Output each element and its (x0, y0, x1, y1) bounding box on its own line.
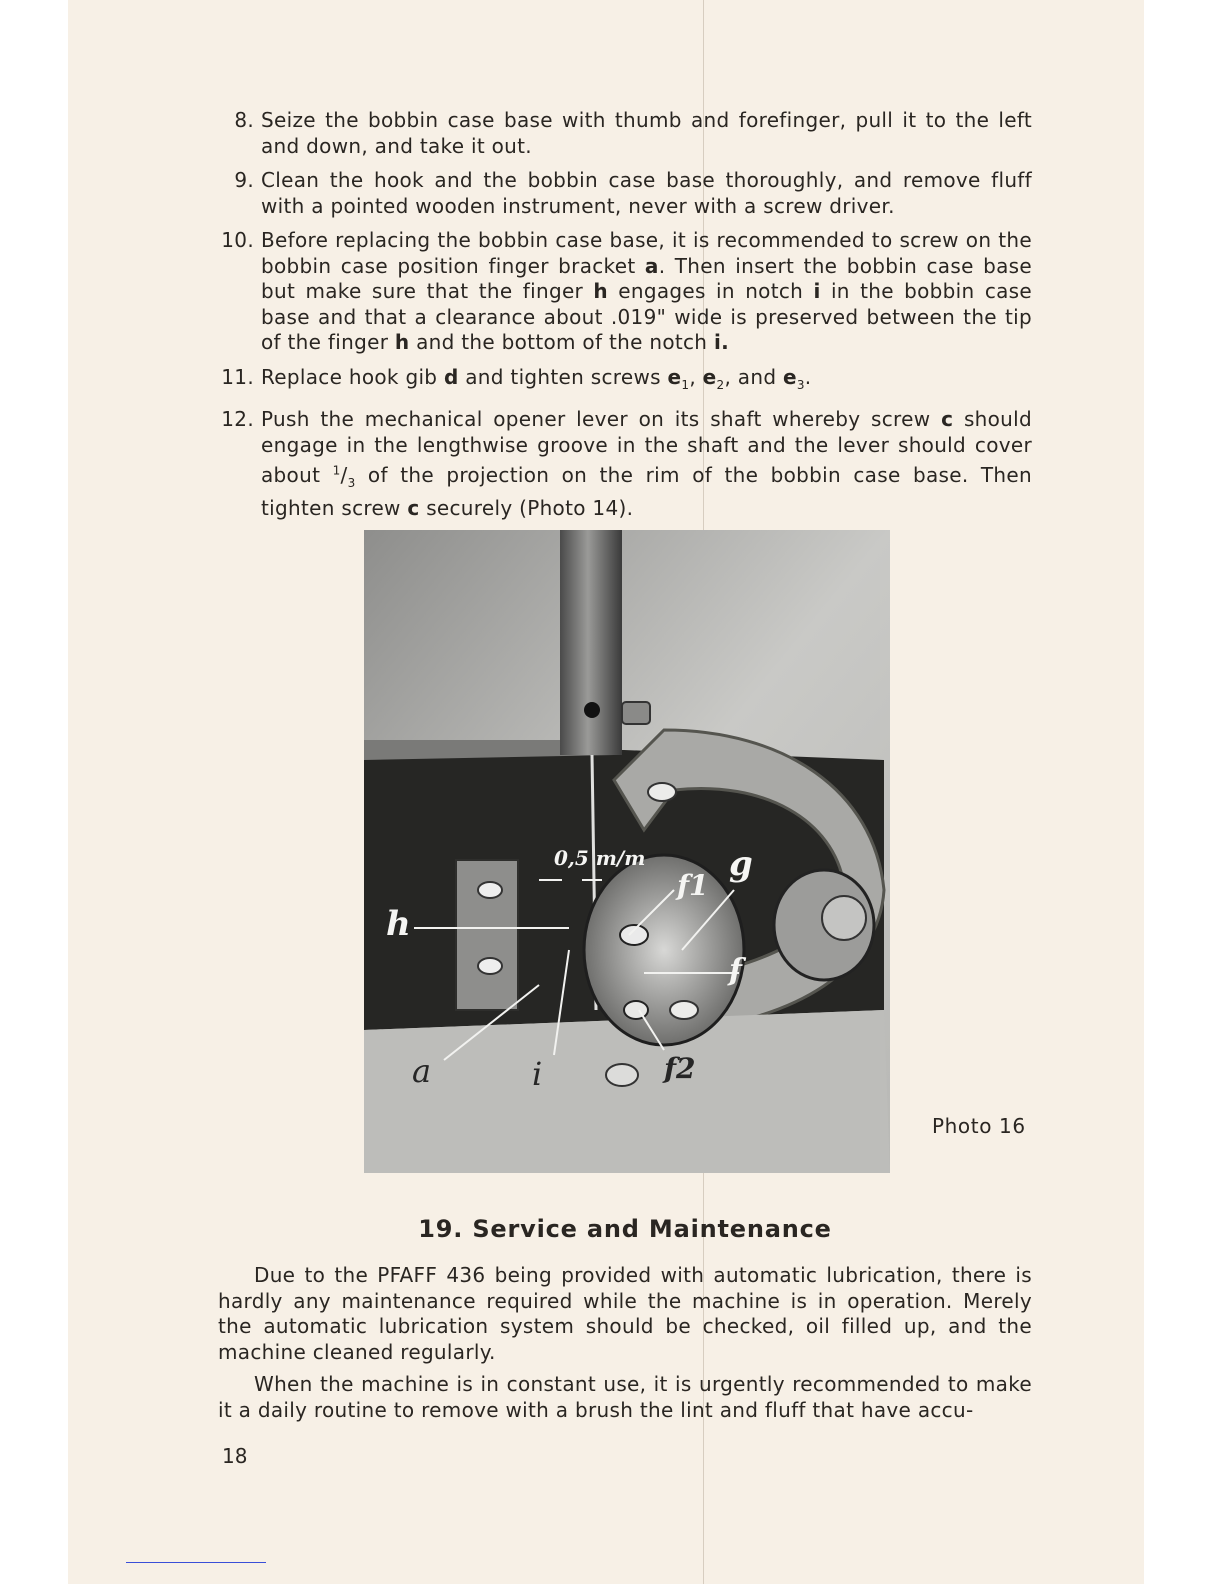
step-text: Seize the bobbin case base with thumb and forefinger, pull it to the left and down, and take it out. (261, 108, 1032, 158)
photo-16 (364, 530, 890, 1173)
step-number: 9. (234, 168, 254, 192)
paragraph-2: When the machine is in constant use, it is urgently recommended to make it a daily routine to remove with a brush the lint and fluff that have accu- (218, 1372, 1032, 1422)
label-f1: f1 (677, 869, 709, 902)
step-item (218, 407, 1032, 522)
step-item (218, 228, 1032, 356)
step-number: 10. (221, 228, 254, 252)
label-h: h (386, 904, 411, 944)
step-item (218, 108, 1032, 159)
label-gap: 0,5 m/m (554, 846, 646, 870)
label-f2: f2 (664, 1052, 696, 1085)
step-number: 12. (221, 407, 254, 431)
link-underline (126, 1562, 266, 1563)
step-item (218, 168, 1032, 219)
step-text: Before replacing the bobbin case base, it is recommended to screw on the bobbin case position finger bracket a. Then insert the bobbin case base but make sure that the finger h engages in notch i in the bobbin case base and that a clearance about .019" wide is preserved between the tip of the finger h and the bottom of the notch i. (261, 228, 1033, 354)
label-i: i (532, 1055, 543, 1093)
step-text: Clean the hook and the bobbin case base thoroughly, and remove fluff with a pointed wooden instrument, never with a screw driver. (261, 168, 1032, 218)
step-text: Replace hook gib d and tighten screws $e_1$, $e_2$, and $e_3$. (261, 364, 812, 392)
bobbin-hook-photo (364, 530, 890, 1173)
step-number: 8. (234, 108, 254, 132)
photo-caption: Photo 16 (932, 1114, 1026, 1138)
instruction-steps (218, 108, 1032, 531)
paragraph-1: Due to the PFAFF 436 being provided with automatic lubrication, there is hardly any maintenance required while the machine is in operation. Merely the automatic lubrication system should be checked, oil filled up, and the machine cleaned regularly. (218, 1263, 1032, 1364)
step-item (218, 365, 1032, 399)
label-g: g (729, 844, 753, 884)
label-f: f (729, 953, 742, 988)
label-a: a (412, 1052, 432, 1090)
step-text: Push the mechanical opener lever on its shaft whereby screw c should engage in the lengthwise groove in the shaft and the lever should cover about $^1/_3$ of the projection on the rim of the bobbin case base. Then tighten screw c securely (Photo 14). (261, 407, 1033, 521)
step-number: 11. (221, 364, 254, 389)
page-number: 18 (222, 1444, 248, 1468)
section-heading: 19. Service and Maintenance (418, 1215, 832, 1243)
